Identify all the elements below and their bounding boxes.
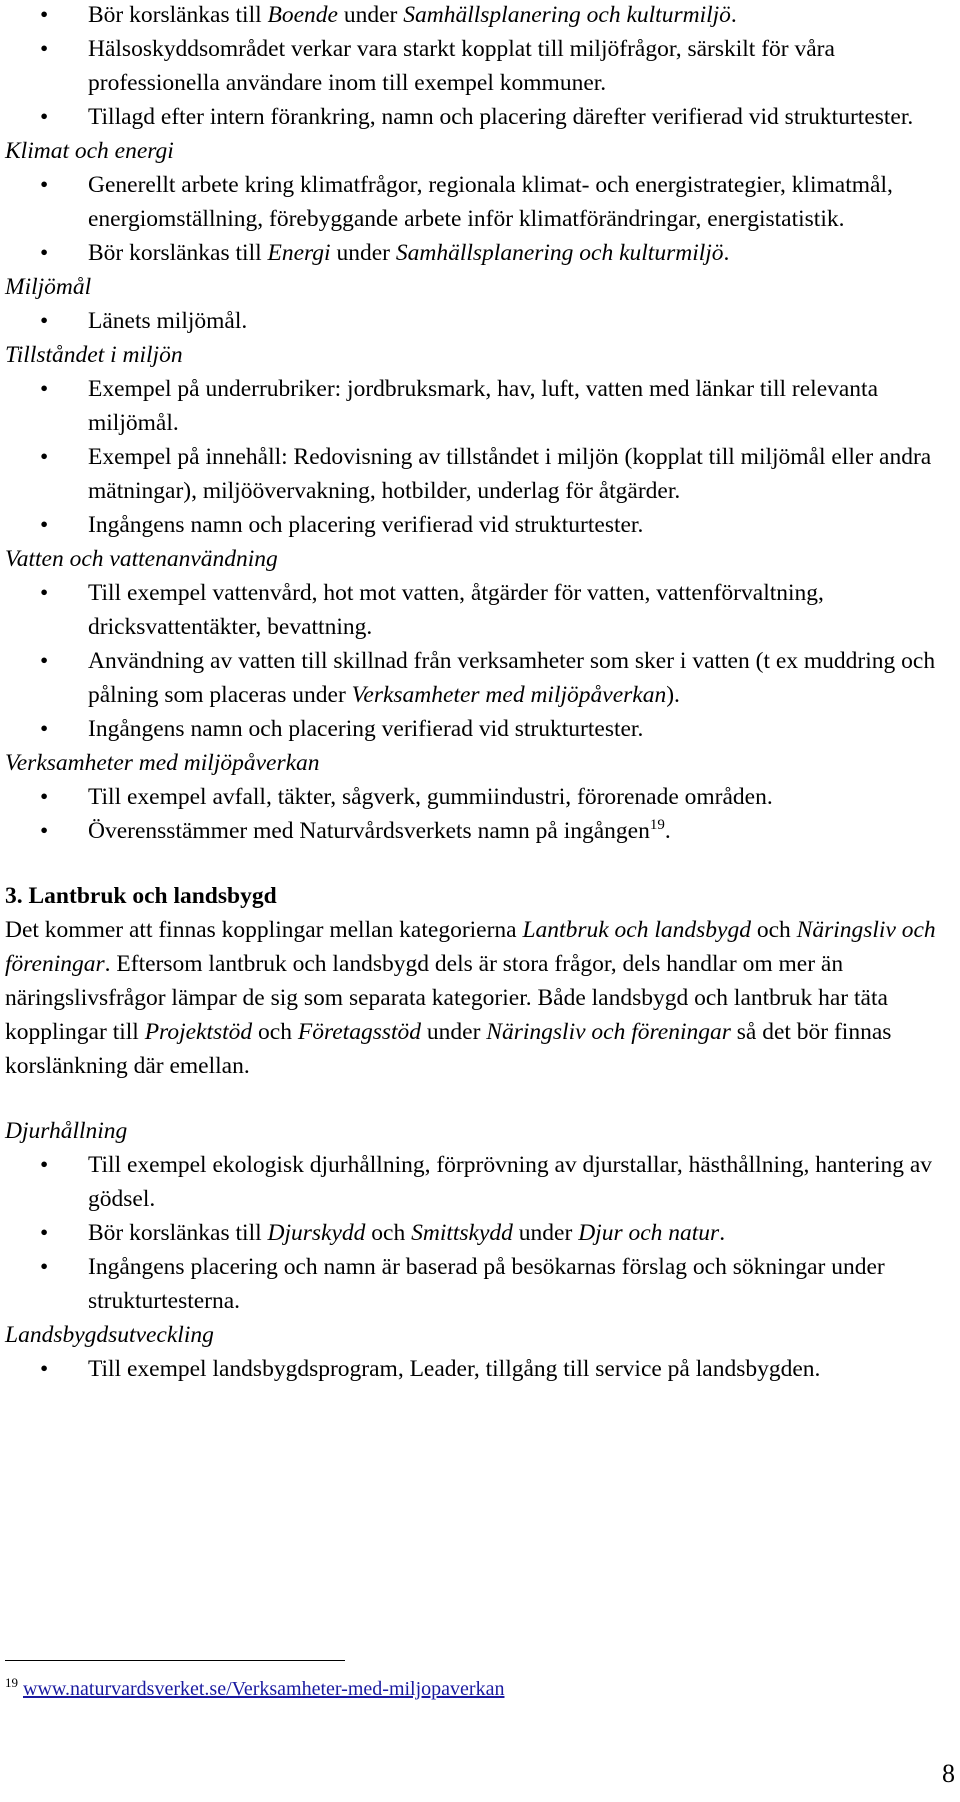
list-item: • Generellt arbete kring klimatfrågor, regionala klimat- och energistrategier, klimatmål, energiomställning, förebyggande arbete inför klimatförändringar, energistatistik. bbox=[5, 168, 955, 236]
subheading-miljomal: Miljömål bbox=[5, 274, 92, 300]
subheading-klimat: Klimat och energi bbox=[5, 138, 174, 164]
list-item: • Ingångens placering och namn är baserad på besökarnas förslag och sökningar under strukturtesterna. bbox=[5, 1250, 955, 1318]
section-heading: 3. Lantbruk och landsbygd bbox=[5, 883, 277, 909]
footnote-number: 19 bbox=[5, 1675, 18, 1690]
list-item: • Ingångens namn och placering verifierad vid strukturtester. bbox=[5, 508, 955, 542]
subheading-vatten: Vatten och vattenanvändning bbox=[5, 546, 278, 572]
list-item: • Till exempel landsbygdsprogram, Leader, tillgång till service på landsbygden. bbox=[5, 1352, 955, 1386]
subheading-verksamheter: Verksamheter med miljöpåverkan bbox=[5, 750, 320, 776]
footnote bbox=[5, 1670, 504, 1702]
list-item: • Bör korslänkas till Boende under Samhällsplanering och kulturmiljö. bbox=[5, 0, 955, 32]
list-item: • Användning av vatten till skillnad från verksamheter som sker i vatten (t ex muddring och pålning som placeras under Verksamheter med miljöpåverkan). bbox=[5, 644, 955, 712]
footnote-link[interactable]: www.naturvardsverket.se/Verksamheter-med-miljopaverkan bbox=[23, 1678, 505, 1700]
list-item: • Exempel på underrubriker: jordbruksmark, hav, luft, vatten med länkar till relevanta miljömål. bbox=[5, 372, 955, 440]
list-item: • Till exempel ekologisk djurhållning, förprövning av djurstallar, hästhållning, hantering av gödsel. bbox=[5, 1148, 955, 1216]
page-number: 8 bbox=[942, 1759, 955, 1788]
list-item: • Tillagd efter intern förankring, namn och placering därefter verifierad vid strukturtester. bbox=[5, 100, 955, 134]
list-item: • Överensstämmer med Naturvårdsverkets namn på ingången$^{19}$. bbox=[5, 814, 955, 848]
list-item: • Exempel på innehåll: Redovisning av tillståndet i miljön (kopplat till miljömål eller andra mätningar), miljöövervakning, hotbilder, underlag för åtgärder. bbox=[5, 440, 955, 508]
list-item: • Hälsoskyddsområdet verkar vara starkt kopplat till miljöfrågor, särskilt för våra professionella användare inom till exempel kommuner. bbox=[5, 32, 955, 100]
subheading-landsbygd: Landsbygdsutveckling bbox=[5, 1322, 214, 1348]
subheading-tillstandet: Tillståndet i miljön bbox=[5, 342, 183, 368]
list-item: • Till exempel vattenvård, hot mot vatten, åtgärder för vatten, vattenförvaltning, dricksvattentäkter, bevattning. bbox=[5, 576, 955, 644]
list-item: • Bör korslänkas till Djurskydd och Smittskydd under Djur och natur. bbox=[5, 1216, 955, 1250]
subheading-djurhallning: Djurhållning bbox=[5, 1118, 128, 1144]
footnote-reference[interactable]: 19 bbox=[649, 817, 665, 833]
list-item: • Till exempel avfall, täkter, sågverk, gummiindustri, förorenade områden. bbox=[5, 780, 955, 814]
list-item: • Ingångens namn och placering verifierad vid strukturtester. bbox=[5, 712, 955, 746]
list-item: • Länets miljömål. bbox=[5, 304, 955, 338]
document-body bbox=[5, 0, 955, 1386]
footnote-divider bbox=[5, 1660, 345, 1661]
paragraph: Det kommer att finnas kopplingar mellan kategorierna Lantbruk och landsbygd och Näringsliv och föreningar. Eftersom lantbruk och landsbygd dels är stora frågor, dels handlar om mer än näringslivsfrågor lämpar de sig som separata kategorier. Både landsbygd och lantbruk har täta kopplingar till Projektstöd och Företagsstöd under Näringsliv och föreningar så det bör finnas korslänkning där emellan. bbox=[5, 917, 936, 1079]
list-item: • Bör korslänkas till Energi under Samhällsplanering och kulturmiljö. bbox=[5, 236, 955, 270]
